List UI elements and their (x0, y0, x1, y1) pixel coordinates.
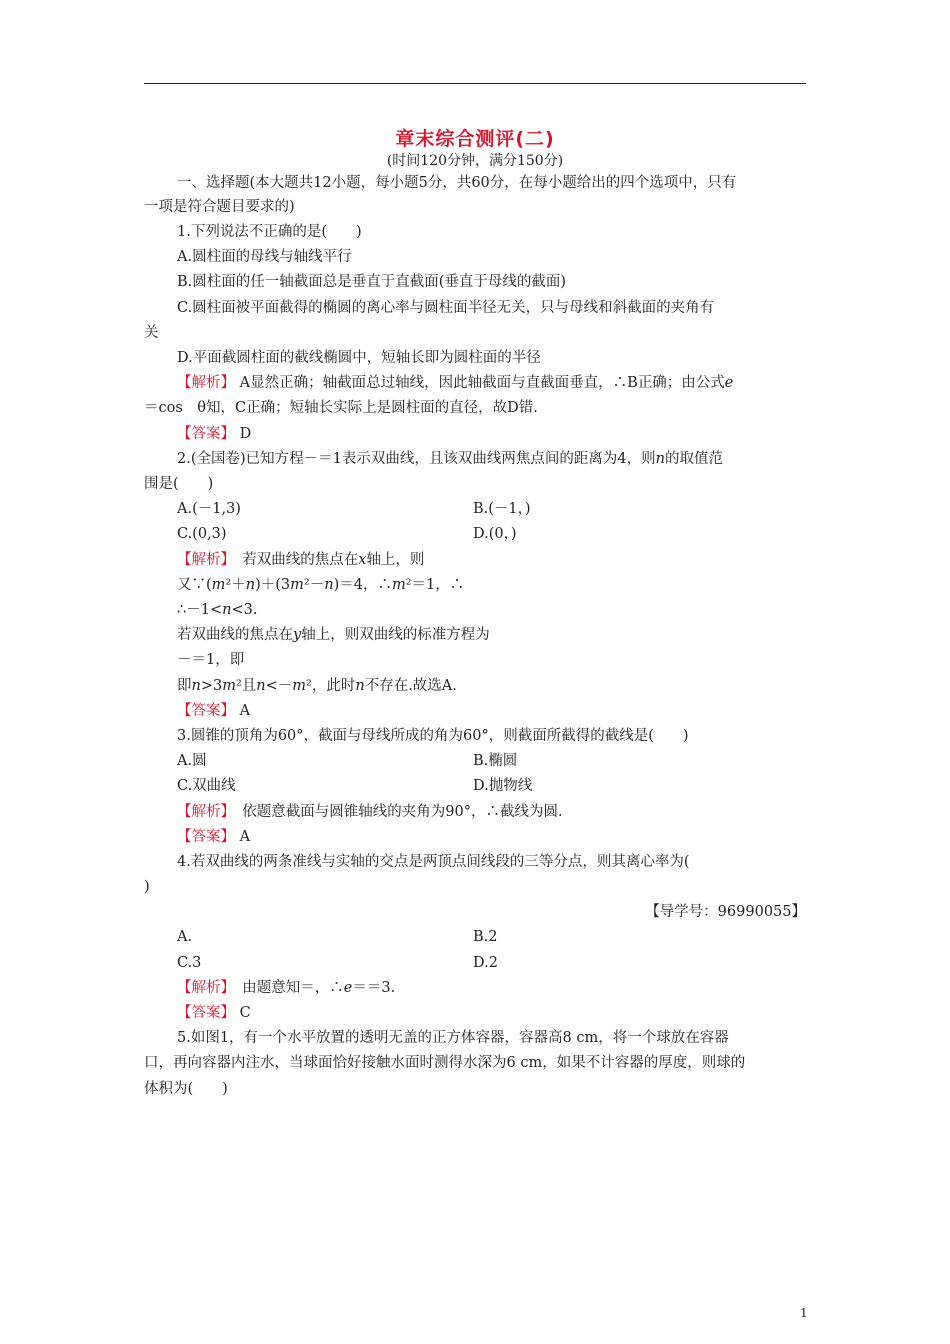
q3-option-b: B.椭圆 (473, 753, 518, 769)
q4-stem: 4.若双曲线的两条准线与实轴的交点是两顶点间线段的三等分点，则其离心率为( (177, 854, 690, 870)
answer-label: 【答案】 (177, 829, 235, 845)
q2-analysis-line: 又∵(m²＋n)＋(3m²－n)＝4，∴m²＝1，∴ (177, 577, 465, 593)
q4-option-a: A. (177, 929, 193, 945)
guide-number: 【导学号：96990055】 (645, 904, 806, 920)
q4-analysis: 【解析】 由题意知＝，∴e＝＝3. (177, 980, 396, 996)
q2-option-b: B.(－1，) (473, 501, 531, 517)
q1-option-c: C.圆柱面被平面截得的椭圆的离心率与圆柱面半径无关，只与母线和斜截面的夹角有 (177, 300, 715, 316)
q1-option-d: D.平面截圆柱面的截线椭圆中，短轴长即为圆柱面的半径 (177, 350, 541, 366)
q2-option-a: A.(－1,3) (177, 501, 241, 517)
q1-analysis-cont: ＝cos θ知，C正确；短轴长实际上是圆柱面的直径，故D错. (144, 400, 538, 416)
q5-stem-cont: 口，再向容器内注水，当球面恰好接触水面时测得水深为6 cm，如果不计容器的厚度，则球的 (144, 1055, 746, 1071)
q2-option-c: C.(0,3) (177, 526, 227, 542)
q4-stem-cont: ) (144, 879, 150, 895)
page-number: 1 (800, 1306, 808, 1320)
page-title: 章末综合测评(二) (395, 128, 555, 150)
page-subtitle: (时间120分钟，满分150分) (386, 153, 564, 169)
q1-answer: 【答案】 D (177, 426, 252, 442)
analysis-label: 【解析】 (177, 804, 228, 820)
header-rule (144, 83, 806, 84)
q3-option-a: A.圆 (177, 753, 207, 769)
q2-stem-cont: 围是( ) (144, 476, 214, 492)
answer-label: 【答案】 (177, 426, 235, 442)
q2-analysis-line: 即n>3m²且n<－m²，此时n不存在.故选A. (177, 678, 457, 694)
q3-analysis: 【解析】 依题意截面与圆锥轴线的夹角为90°，∴截线为圆. (177, 804, 563, 820)
analysis-label: 【解析】 (177, 980, 228, 996)
q3-option-c: C.双曲线 (177, 778, 236, 794)
q1-option-c-cont: 关 (144, 325, 159, 341)
q2-answer: 【答案】 A (177, 703, 251, 719)
q2-analysis-line: ∴－1<n<3. (177, 602, 258, 618)
analysis-label: 【解析】 (177, 375, 235, 391)
q2-analysis: 【解析】 若双曲线的焦点在x轴上，则 (177, 552, 425, 568)
q3-option-d: D.抛物线 (473, 778, 533, 794)
answer-label: 【答案】 (177, 703, 235, 719)
q2-option-d: D.(0，) (473, 526, 517, 542)
q5-stem: 5.如图1，有一个水平放置的透明无盖的正方体容器，容器高8 cm，将一个球放在容器 (177, 1030, 729, 1046)
q3-stem: 3.圆锥的顶角为60°，截面与母线所成的角为60°，则截面所截得的截线是( ) (177, 728, 689, 744)
answer-label: 【答案】 (177, 1005, 235, 1021)
q2-analysis-line: 若双曲线的焦点在y轴上，则双曲线的标准方程为 (177, 627, 490, 643)
section-heading: 一、选择题(本大题共12小题，每小题5分，共60分，在每小题给出的四个选项中，只有 (177, 175, 737, 191)
q4-option-b: B.2 (473, 929, 498, 945)
q2-stem: 2.(全国卷)已知方程－＝1表示双曲线，且该双曲线两焦点间的距离为4，则n的取值范 (177, 451, 723, 467)
q1-option-b: B.圆柱面的任一轴截面总是垂直于直截面(垂直于母线的截面) (177, 274, 567, 290)
section-heading-cont: 一项是符合题目要求的) (144, 199, 295, 215)
q1-stem: 1.下列说法不正确的是( ) (177, 224, 362, 240)
q3-answer: 【答案】 A (177, 829, 251, 845)
q4-answer: 【答案】 C (177, 1005, 251, 1021)
analysis-label: 【解析】 (177, 552, 228, 568)
q4-option-d: D.2 (473, 955, 498, 971)
q4-option-c: C.3 (177, 955, 202, 971)
q1-option-a: A.圆柱面的母线与轴线平行 (177, 249, 352, 265)
q5-stem-cont: 体积为( ) (144, 1081, 228, 1097)
q2-analysis-line: －＝1，即 (177, 652, 245, 668)
q1-analysis: 【解析】 A显然正确；轴截面总过轴线，因此轴截面与直截面垂直，∴B正确；由公式e (177, 375, 734, 391)
